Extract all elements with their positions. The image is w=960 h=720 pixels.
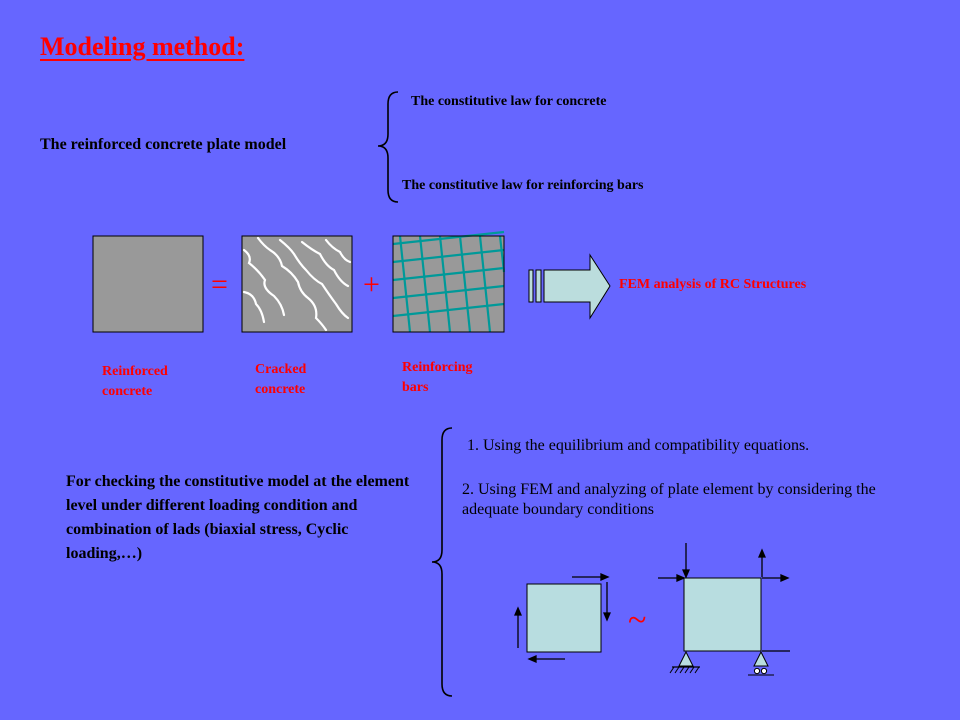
plus-sign: + [363, 268, 380, 301]
tilde-sign: ~ [628, 602, 647, 639]
roller-support-icon [748, 652, 774, 675]
fem-analysis-label: FEM analysis of RC Structures [619, 277, 807, 292]
law-concrete-label: The constitutive law for concrete [411, 94, 607, 109]
reinforcing-bars-square [393, 232, 504, 332]
top-brace-icon [378, 92, 398, 202]
block-arrow-icon [529, 255, 610, 318]
reinforcing-bars-label: Reinforcing bars [402, 360, 473, 395]
biaxial-element [515, 574, 610, 662]
pin-support-icon [670, 652, 700, 673]
method-item-1: 1. Using the equilibrium and compatibility equations. [467, 437, 810, 454]
method-item-2: 2. Using FEM and analyzing of plate element by considering the adequate boundary conditions [462, 481, 876, 518]
slide-title: Modeling method: [40, 32, 245, 61]
bottom-brace-icon [432, 428, 452, 696]
reinforced-concrete-label: Reinforced concrete [102, 364, 168, 399]
reinforced-concrete-square [93, 236, 203, 332]
equals-sign: = [211, 268, 228, 301]
cracked-concrete-square [242, 236, 352, 332]
supported-element [658, 543, 790, 675]
model-label: The reinforced concrete plate model [40, 136, 287, 153]
cracked-concrete-label: Cracked concrete [255, 362, 307, 397]
checking-paragraph: For checking the constitutive model at the element level under different loading condition and combination of lads (biaxial stress, Cyclic loading,…) [66, 473, 410, 562]
law-bars-label: The constitutive law for reinforcing bars [402, 178, 644, 193]
